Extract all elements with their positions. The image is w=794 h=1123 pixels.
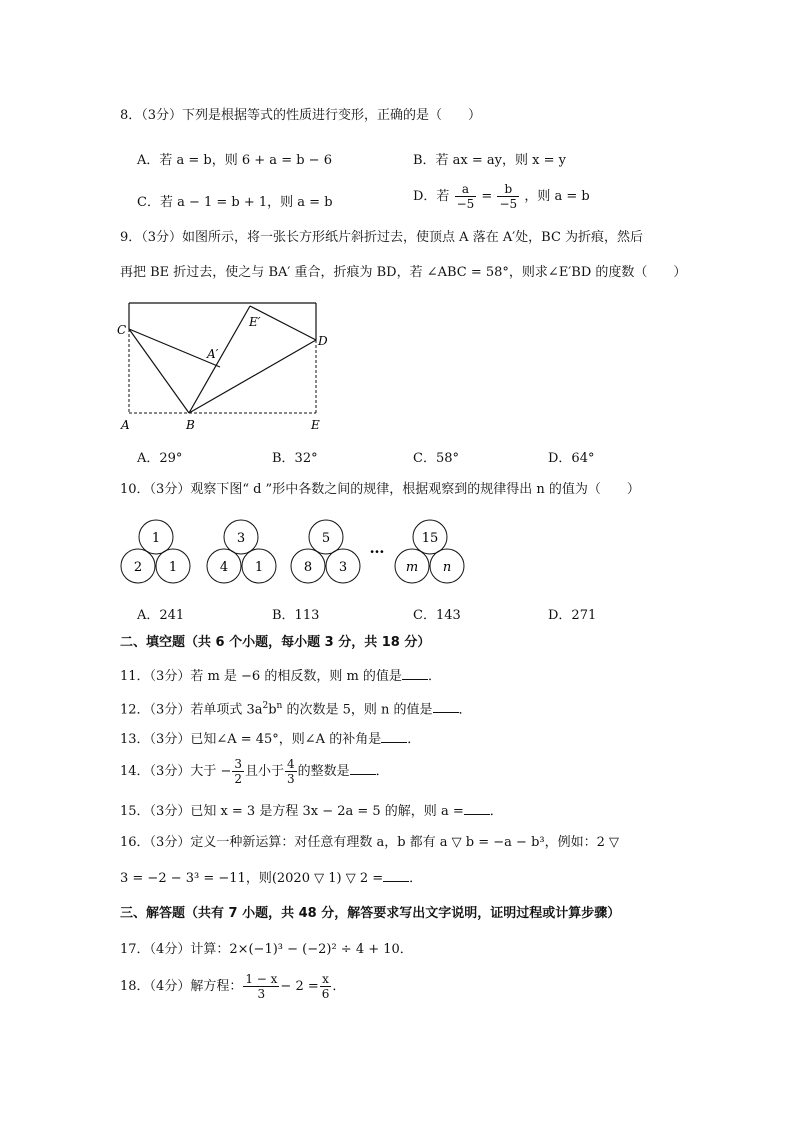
q10-group-4 [395, 520, 464, 583]
q10-g1-left: 2 [133, 560, 143, 575]
q8-d-eq: = [481, 189, 493, 204]
label-A: A [121, 418, 130, 432]
q10-g1-top: 1 [151, 531, 161, 546]
label-A-prime: A′ [207, 347, 219, 361]
q10-g4-top: 15 [421, 531, 439, 546]
q16-text: 3 = −2 − 3³ = −11，则(2020 ▽ 1) ▽ 2 = [120, 871, 384, 886]
q11-blank [402, 667, 428, 680]
q14-fraction-1 [232, 757, 244, 786]
q11-period: ． [427, 669, 441, 684]
q10-option-d: D．271 [548, 608, 597, 623]
q9-option-d: D．64° [548, 451, 595, 466]
q12-period: ． [458, 702, 472, 718]
q8-d-den1: −5 [456, 197, 475, 211]
q10-g4-right: n [442, 560, 452, 575]
label-C: C [117, 323, 127, 337]
q16-period: ． [409, 871, 423, 886]
q8-d-prefix: D．若 [413, 189, 450, 204]
q12-sup1: 2 [262, 701, 269, 711]
q9-option-a: A．29° [137, 451, 183, 466]
q8-d-num1: a [455, 182, 477, 197]
q14-num1: 3 [234, 757, 242, 771]
q10-option-c: C．143 [413, 608, 461, 623]
q8-option-c: C．若 a − 1 = b + 1，则 a = b [137, 195, 333, 210]
q14-fraction-2 [285, 757, 297, 786]
q10-g2-left: 4 [219, 560, 229, 575]
q18-text-a: 18．（4分）解方程： [120, 979, 243, 994]
q18-fraction-1 [243, 972, 279, 1001]
q8-option-b: B．若 ax = ay，则 x = y [413, 153, 566, 168]
q10-g3-top: 5 [321, 531, 331, 546]
q16-line2 [120, 869, 422, 887]
q10-option-a: A．241 [137, 608, 185, 623]
q8-stem: 8．（3分）下列是根据等式的性质进行变形，正确的是（ ） [120, 108, 482, 123]
q12-text-c: 的次数是 5，则 n 的值是 [282, 702, 433, 718]
q14 [120, 755, 389, 789]
label-D: D [318, 334, 328, 348]
q15-blank [464, 802, 490, 815]
label-E: E [311, 418, 320, 432]
q8-option-d [413, 182, 590, 211]
q9-figure [112, 296, 337, 434]
q8-d-suffix: ，则 a = b [524, 189, 590, 204]
q18-num2: x [320, 972, 332, 987]
q14-num2: 4 [287, 757, 295, 771]
q18-text-c: ． [332, 979, 346, 994]
q11-text: 11．（3分）若 m 是 −6 的相反数，则 m 的值是 [120, 669, 402, 684]
q14-text-a: 14．（3分）大于 − [120, 764, 232, 779]
q12-text-b: b [268, 702, 277, 718]
q10-stem: 10．（3分）观察下图“ d ”形中各数之间的规律，根据观察到的规律得出 n 的值为（ ） [120, 482, 640, 497]
q10-option-b: B．113 [272, 608, 320, 623]
q14-text-b: 且小于 [244, 764, 284, 779]
q11 [120, 667, 441, 685]
q13-blank [381, 730, 407, 743]
q18-fraction-2 [320, 972, 332, 1001]
q18 [120, 970, 345, 1004]
q14-den1: 2 [234, 772, 242, 786]
q10-group-3 [291, 520, 360, 583]
q16-blank [383, 869, 409, 882]
q10-group-1 [121, 520, 190, 583]
q10-g3-right: 3 [338, 560, 348, 575]
q15-period: ． [489, 804, 503, 819]
q8-d-fraction-1 [455, 182, 477, 211]
q8-d-den2: −5 [499, 197, 518, 211]
q15 [120, 802, 503, 820]
q10-g1-right: 1 [168, 560, 178, 575]
q18-text-b: − 2 = [280, 979, 319, 994]
fold-BE-prime [189, 306, 250, 413]
q10-g4-left: m [405, 560, 419, 575]
q17: 17．（4分）计算：2×(−1)³ − (−2)² ÷ 4 + 10． [120, 942, 413, 957]
q8-d-num2: b [497, 182, 519, 197]
q15-text: 15．（3分）已知 x = 3 是方程 3x − 2a = 5 的解，则 a = [120, 804, 464, 819]
q9-option-b: B．32° [272, 451, 318, 466]
q10-g2-right: 1 [254, 560, 264, 575]
q13 [120, 730, 420, 748]
q18-num1: 1 − x [245, 972, 278, 986]
q8-d-fraction-2 [497, 182, 519, 211]
q10-group-2 [207, 520, 276, 583]
q9-line1: 9．（3分）如图所示，将一张长方形纸片斜折过去，使顶点 A 落在 A′处，BC 为折痕，然后 [120, 230, 644, 245]
q9-option-c: C．58° [413, 451, 459, 466]
q12-text-a: 12．（3分）若单项式 3a [120, 702, 263, 718]
q14-den2: 3 [287, 772, 295, 786]
q12 [120, 698, 472, 718]
q13-period: ． [407, 732, 421, 747]
label-E-prime: E′ [249, 315, 261, 329]
q16-line1: 16．（3分）定义一种新运算：对任意有理数 a，b 都有 a ▽ b = −a − b³，例如：2 ▽ [120, 835, 620, 850]
q10-g3-left: 8 [303, 560, 313, 575]
q12-sup2: n [276, 701, 283, 711]
q8-option-a: A．若 a = b，则 6 + a = b − 6 [137, 153, 332, 168]
label-B: B [186, 418, 195, 432]
q10-figure [112, 515, 472, 590]
q12-blank [433, 700, 459, 713]
section3-title: 三、解答题（共有 7 小题，共 48 分，解答要求写出文字说明，证明过程或计算步骤） [120, 906, 621, 921]
q14-blank [350, 762, 376, 775]
q9-line2: 再把 BE 折过去，使之与 BA′ 重合，折痕为 BD，若 ∠ABC = 58°，则求∠E′BD 的度数（ ） [120, 265, 687, 280]
q10-g2-top: 3 [236, 531, 246, 546]
q14-period: ． [375, 764, 389, 779]
q14-text-c: 的整数是 [297, 764, 350, 779]
q18-den2: 6 [321, 987, 330, 1001]
q10-ellipsis: … [369, 539, 385, 557]
section2-title: 二、填空题（共 6 个小题，每小题 3 分，共 18 分） [120, 635, 431, 650]
q13-text: 13．（3分）已知∠A = 45°，则∠A 的补角是 [120, 732, 382, 747]
q18-den1: 3 [257, 987, 266, 1001]
